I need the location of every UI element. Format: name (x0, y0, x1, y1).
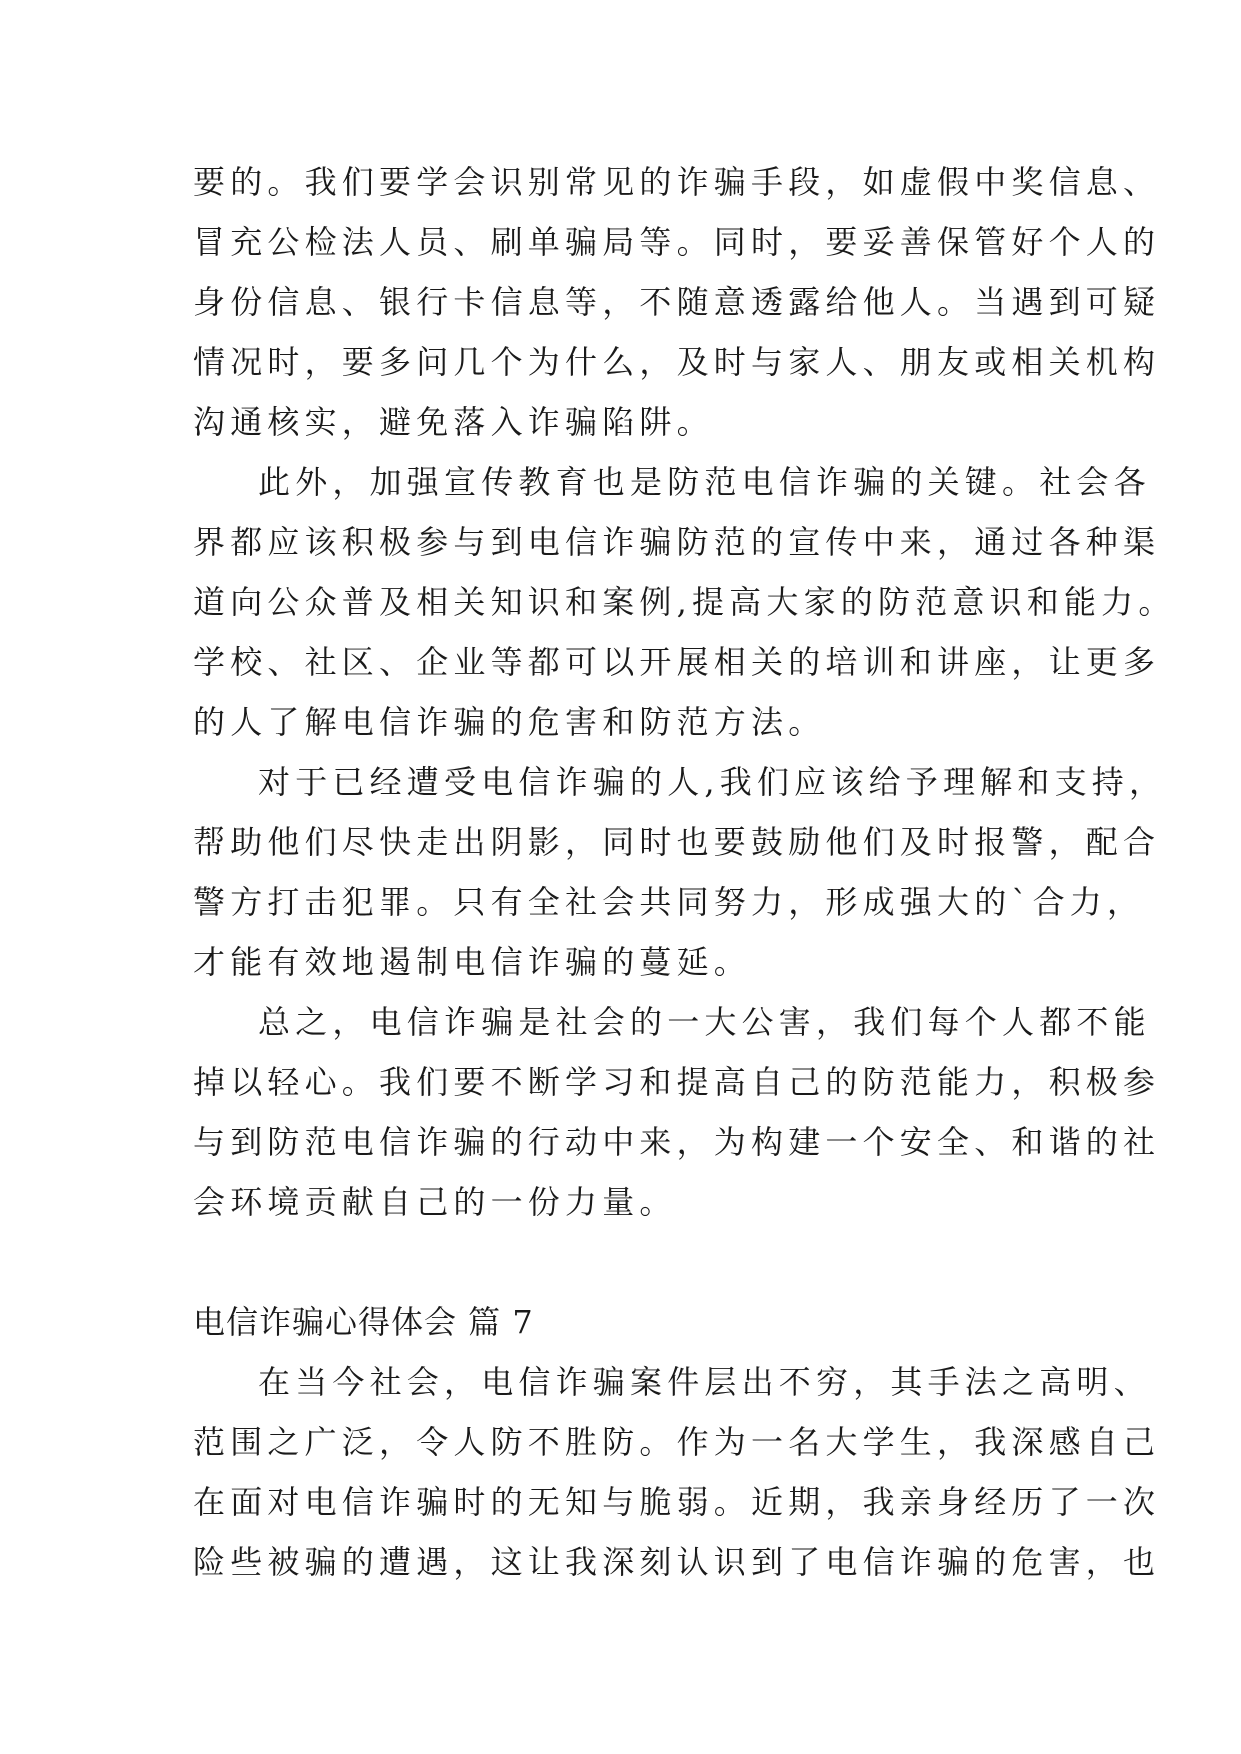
paragraph-line: 范围之广泛，令人防不胜防。作为一名大学生，我深感自己 (193, 1423, 1161, 1461)
section-heading: 电信诈骗心得体会 篇 7 (193, 1303, 534, 1341)
paragraph-line: 学校、社区、企业等都可以开展相关的培训和讲座，让更多 (193, 643, 1161, 681)
paragraph-line: 与到防范电信诈骗的行动中来，为构建一个安全、和谐的社 (193, 1123, 1161, 1161)
paragraph-line: 帮助他们尽快走出阴影，同时也要鼓励他们及时报警，配合 (193, 823, 1161, 861)
paragraph-line: 情况时，要多问几个为什么，及时与家人、朋友或相关机构 (193, 343, 1161, 381)
paragraph-line: 对于已经遭受电信诈骗的人,我们应该给予理解和支持， (258, 763, 1167, 801)
paragraph-line: 会环境贡献自己的一份力量。 (193, 1183, 677, 1221)
paragraph-line: 身份信息、银行卡信息等，不随意透露给他人。当遇到可疑 (193, 283, 1161, 321)
paragraph-line: 险些被骗的遭遇，这让我深刻认识到了电信诈骗的危害，也 (193, 1543, 1161, 1581)
paragraph-line: 才能有效地遏制电信诈骗的蔓延。 (193, 943, 752, 981)
paragraph-line: 界都应该积极参与到电信诈骗防范的宣传中来，通过各种渠 (193, 523, 1161, 561)
paragraph-line: 道向公众普及相关知识和案例,提高大家的防范意识和能力。 (193, 583, 1176, 621)
paragraph-line: 警方打击犯罪。只有全社会共同努力，形成强大的`合力， (193, 883, 1145, 921)
paragraph-line: 在面对电信诈骗时的无知与脆弱。近期，我亲身经历了一次 (193, 1483, 1161, 1521)
paragraph-line: 掉以轻心。我们要不断学习和提高自己的防范能力，积极参 (193, 1063, 1161, 1101)
paragraph-line: 总之，电信诈骗是社会的一大公害，我们每个人都不能 (258, 1003, 1151, 1041)
paragraph-line: 的人了解电信诈骗的危害和防范方法。 (193, 703, 826, 741)
paragraph-line: 要的。我们要学会识别常见的诈骗手段，如虚假中奖信息、 (193, 163, 1161, 201)
paragraph-line: 在当今社会，电信诈骗案件层出不穷，其手法之高明、 (258, 1363, 1151, 1401)
paragraph-line: 此外，加强宣传教育也是防范电信诈骗的关键。社会各 (258, 463, 1151, 501)
paragraph-line: 沟通核实，避免落入诈骗陷阱。 (193, 403, 714, 441)
paragraph-line: 冒充公检法人员、刷单骗局等。同时，要妥善保管好个人的 (193, 223, 1161, 261)
